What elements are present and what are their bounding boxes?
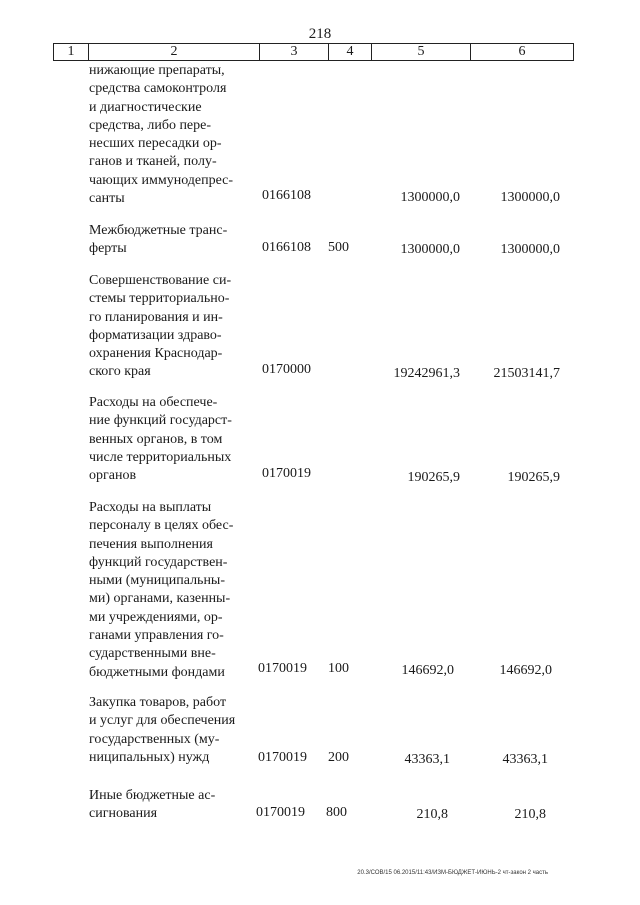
row-code: 0170019: [262, 466, 311, 481]
row-description: Расходы на выплаты персоналу в целях обес- печения выполнения функций государствен- ными (муниципальны- ми) органами, казенны- ми учреждениями, ор- ганами управления го- сударственными вне- бюджетными фондами: [89, 500, 234, 680]
row-type: 200: [328, 750, 349, 765]
row-value-col5: 146692,0: [401, 663, 454, 678]
column-header-1: 1: [54, 44, 89, 61]
row-value-col5: 43363,1: [404, 752, 450, 767]
document-footer: 20.3/СОВ/15 06.2015/11:43/ИЗМ-БЮДЖЕТ-ИЮНЬ-2 чт-закон 2 часть: [357, 870, 548, 876]
row-code: 0166108: [262, 240, 311, 255]
row-type: 800: [326, 805, 347, 820]
row-code: 0166108: [262, 188, 311, 203]
row-value-col5: 190265,9: [407, 470, 460, 485]
row-value-col6: 210,8: [514, 807, 546, 822]
row-value-col6: 190265,9: [507, 470, 560, 485]
row-description: Межбюджетные транс- ферты: [89, 223, 228, 257]
row-description: Закупка товаров, работ и услуг для обеспечения государственных (му- ниципальных) нужд: [89, 695, 236, 765]
row-code: 0170019: [258, 661, 307, 676]
row-code: 0170019: [256, 805, 305, 820]
row-value-col5: 210,8: [416, 807, 448, 822]
page-number: 218: [308, 26, 332, 42]
row-description: Совершенствование си- стемы территориально- го планирования и ин- форматизации здраво- охранения Краснодар- ского края: [89, 273, 232, 380]
row-code: 0170019: [258, 750, 307, 765]
column-header-6: 6: [471, 44, 574, 61]
row-value-col5: 19242961,3: [393, 366, 460, 381]
row-value-col6: 21503141,7: [493, 366, 560, 381]
row-type: 500: [328, 240, 349, 255]
column-header-3: 3: [260, 44, 329, 61]
row-value-col5: 1300000,0: [400, 190, 460, 205]
row-description: Иные бюджетные ас- сигнования: [89, 788, 216, 822]
row-code: 0170000: [262, 362, 311, 377]
column-header-table: [53, 43, 574, 61]
column-header-4: 4: [329, 44, 372, 61]
row-value-col5: 1300000,0: [400, 242, 460, 257]
row-value-col6: 146692,0: [499, 663, 552, 678]
row-value-col6: 1300000,0: [500, 242, 560, 257]
row-description: Расходы на обеспече- ние функций государст- венных органов, в том числе территориальных органов: [89, 395, 232, 484]
row-description: нижающие препараты, средства самоконтроля и диагностические средства, либо пере- несших пересадки ор- ганов и тканей, полу- чающих иммунодепрес- санты: [89, 63, 234, 207]
row-value-col6: 43363,1: [502, 752, 548, 767]
column-header-5: 5: [372, 44, 471, 61]
row-type: 100: [328, 661, 349, 676]
column-header-2: 2: [89, 44, 260, 61]
row-value-col6: 1300000,0: [500, 190, 560, 205]
